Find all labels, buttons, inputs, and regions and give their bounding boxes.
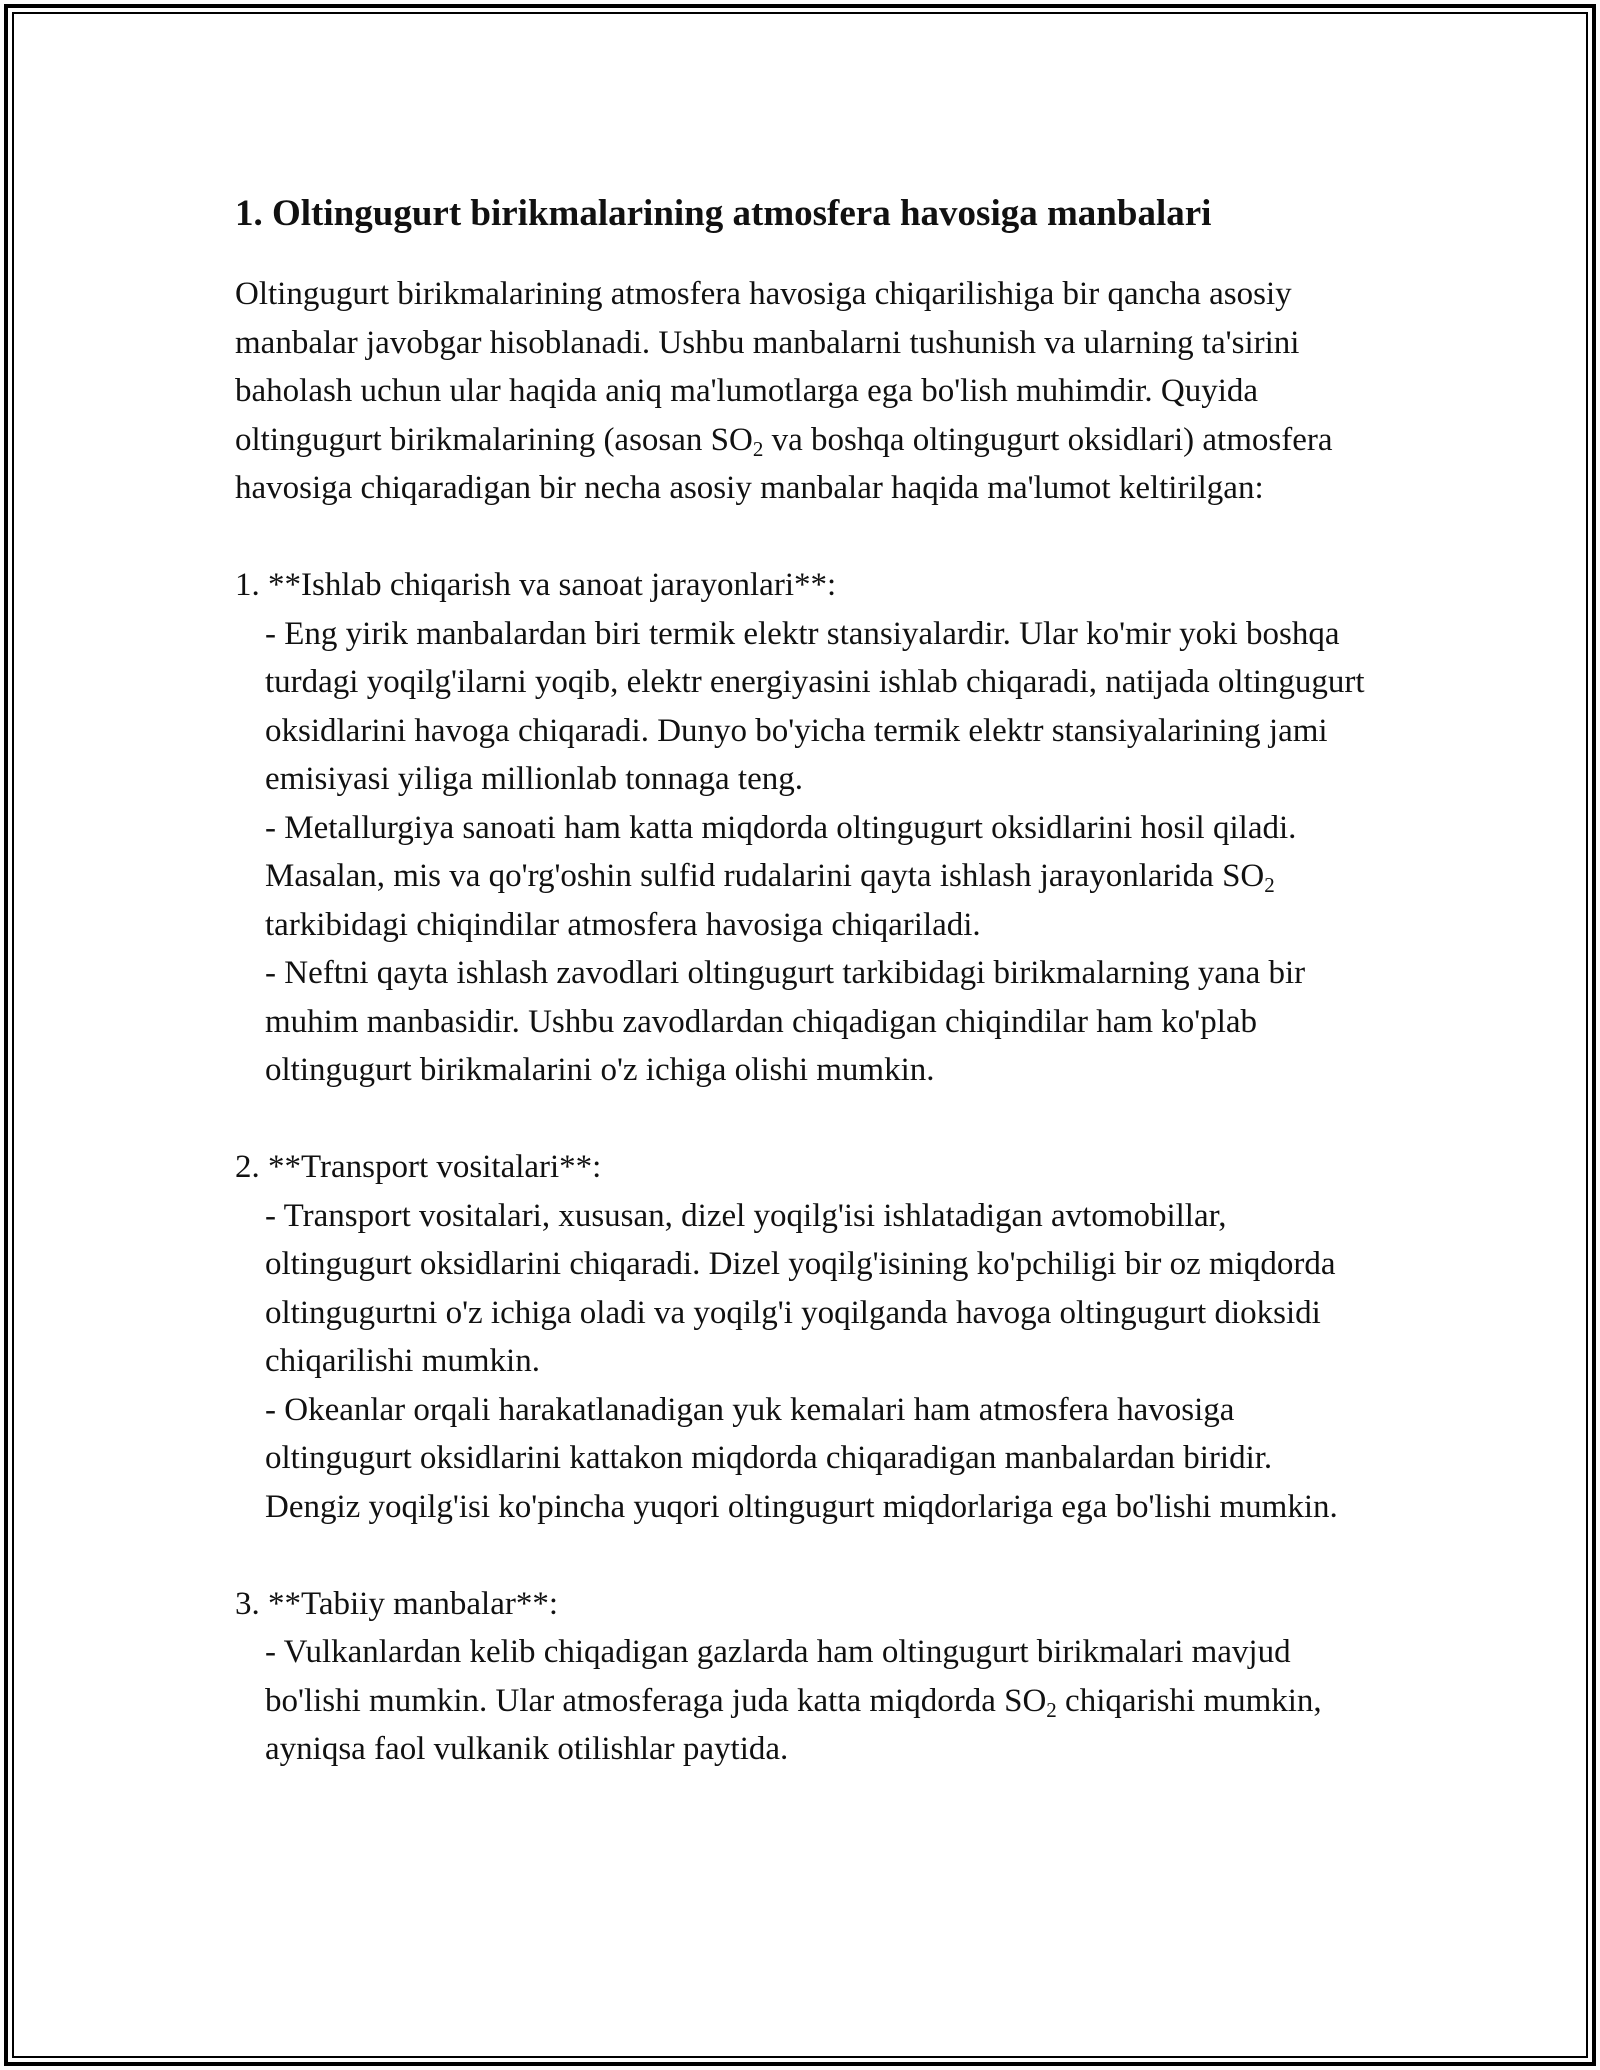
list-item: - Neftni qayta ishlash zavodlari oltingugurt tarkibidagi birikmalarning yana bir muhim manbasidir. Ushbu zavodlardan chiqadigan chiqindilar ham ko'plab oltingugurt birikmalarini o'z ichiga olishi mumkin. xyxy=(265,955,1306,1088)
section-2 xyxy=(235,1143,1375,1531)
section-2-title: 2. **Transport vositalari**: xyxy=(235,1149,602,1185)
list-item: - Vulkanlardan kelib chiqadigan gazlarda ham oltingugurt birikmalari mavjud bo'lishi mumkin. Ular atmosferaga juda katta miqdorda $SO_2$ chiqarishi mumkin, ayniqsa faol vulkanik otilishlar paytida. xyxy=(265,1634,1322,1767)
section-1 xyxy=(235,561,1375,1095)
section-3 xyxy=(235,1580,1375,1774)
section-heading: 1. Oltingugurt birikmalarining atmosfera havosiga manbalari xyxy=(235,193,1212,234)
document-body xyxy=(235,188,1375,1774)
list-item: - Transport vositalari, xususan, dizel yoqilg'isi ishlatadigan avtomobillar, oltingugurt oksidlarini chiqaradi. Dizel yoqilg'isining ko'pchiligi bir oz miqdorda oltingugurtni o'z ichiga oladi va yoqilg'i yoqilganda havoga oltingugurt dioksidi chiqarilishi mumkin. xyxy=(265,1197,1336,1379)
section-1-title: 1. **Ishlab chiqarish va sanoat jarayonlari**: xyxy=(235,567,837,603)
intro-paragraph: Oltingugurt birikmalarining atmosfera havosiga chiqarilishiga bir qancha asosiy manbalar javobgar hisoblanadi. Ushbu manbalarni tushunish va ularning ta'sirini baholash uchun ular haqida aniq ma'lumotlarga ega bo'lish muhimdir. Quyida oltingugurt birikmalarining (asosan $SO_2$ va boshqa oltingugurt oksidlari) atmosfera havosiga chiqaradigan bir necha asosiy manbalar haqida ma'lumot keltirilgan: xyxy=(235,276,1333,506)
section-3-title: 3. **Tabiiy manbalar**: xyxy=(235,1585,559,1622)
list-item: - Metallurgiya sanoati ham katta miqdorda oltingugurt oksidlarini hosil qiladi. Masalan, mis va qo'rg'oshin sulfid rudalarini qayta ishlash jarayonlarida $SO_2$ tarkibidagi chiqindilar atmosfera havosiga chiqariladi. xyxy=(265,809,1297,943)
list-item: - Okeanlar orqali harakatlanadigan yuk kemalari ham atmosfera havosiga oltingugurt oksidlarini kattakon miqdorda chiqaradigan manbalardan biridir. Dengiz yoqilg'isi ko'pincha yuqori oltingugurt miqdorlariga ega bo'lishi mumkin. xyxy=(265,1391,1338,1525)
list-item: - Eng yirik manbalardan biri termik elektr stansiyalardir. Ular ko'mir yoki boshqa turdagi yoqilg'ilarni yoqib, elektr energiyasini ishlab chiqaradi, natijada oltingugurt oksidlarini havoga chiqaradi. Dunyo bo'yicha termik elektr stansiyalarining jami emisiyasi yiliga millionlab tonnaga teng. xyxy=(265,615,1365,797)
